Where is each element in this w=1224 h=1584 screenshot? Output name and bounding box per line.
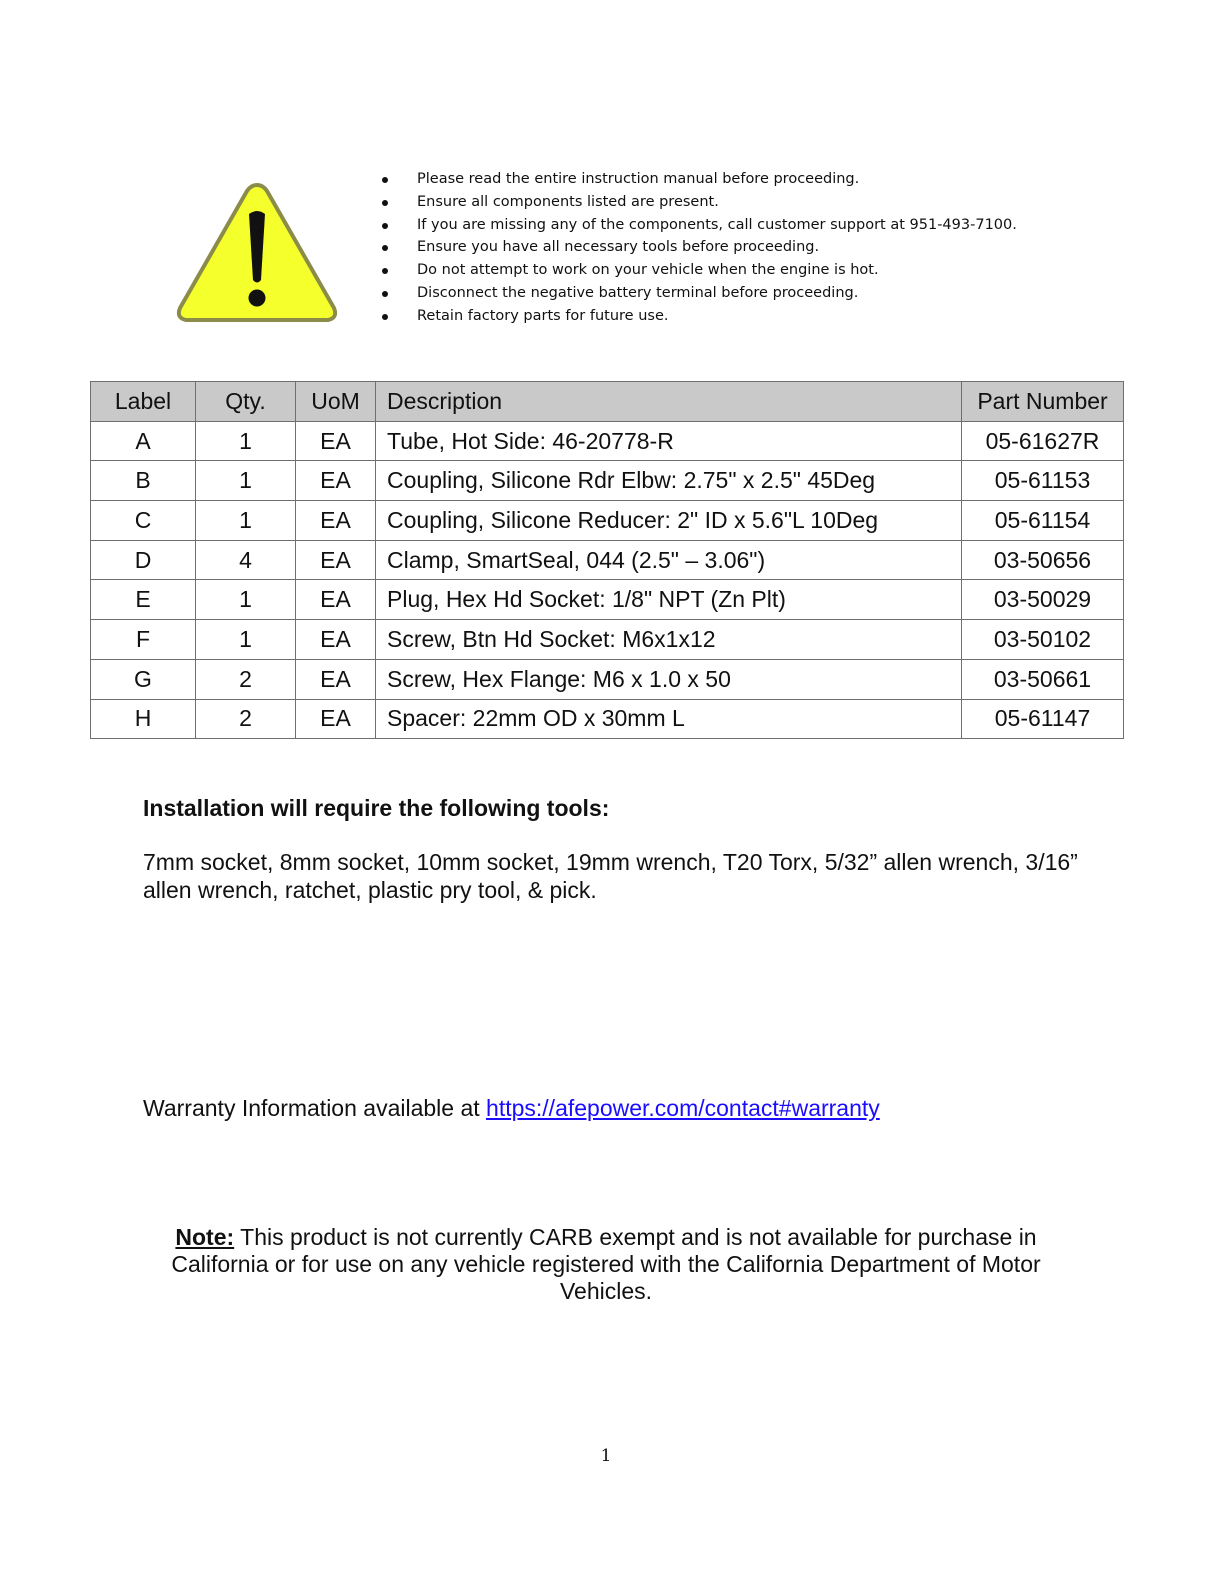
carb-note bbox=[140, 1224, 1072, 1305]
cell-description: Clamp, SmartSeal, 044 (2.5" – 3.06") bbox=[376, 540, 962, 580]
parts-table bbox=[90, 381, 1124, 739]
cell-description: Coupling, Silicone Rdr Elbw: 2.75" x 2.5" 45Deg bbox=[376, 461, 962, 501]
header-description: Description bbox=[376, 382, 962, 422]
cell-description: Tube, Hot Side: 46-20778-R bbox=[376, 421, 962, 461]
cell-uom: EA bbox=[296, 421, 376, 461]
warranty-info bbox=[143, 1095, 880, 1122]
cell-qty: 2 bbox=[196, 659, 296, 699]
cell-part-number: 05-61147 bbox=[962, 699, 1124, 739]
cell-description: Plug, Hex Hd Socket: 1/8" NPT (Zn Plt) bbox=[376, 580, 962, 620]
cell-part-number: 03-50102 bbox=[962, 620, 1124, 660]
warning-item: Ensure you have all necessary tools before proceeding. bbox=[380, 236, 1017, 259]
cell-part-number: 03-50661 bbox=[962, 659, 1124, 699]
cell-qty: 1 bbox=[196, 421, 296, 461]
cell-label: F bbox=[91, 620, 196, 660]
warning-item: Do not attempt to work on your vehicle when the engine is hot. bbox=[380, 259, 1017, 282]
cell-qty: 4 bbox=[196, 540, 296, 580]
header-uom: UoM bbox=[296, 382, 376, 422]
cell-part-number: 03-50029 bbox=[962, 580, 1124, 620]
warning-item: If you are missing any of the components, call customer support at 951-493-7100. bbox=[380, 214, 1017, 237]
cell-uom: EA bbox=[296, 699, 376, 739]
warning-item: Retain factory parts for future use. bbox=[380, 305, 1017, 328]
table-row bbox=[91, 540, 1124, 580]
table-row bbox=[91, 659, 1124, 699]
cell-label: A bbox=[91, 421, 196, 461]
warning-item: Ensure all components listed are present. bbox=[380, 191, 1017, 214]
warning-item: Please read the entire instruction manual before proceeding. bbox=[380, 168, 1017, 191]
note-text: This product is not currently CARB exempt and is not available for purchase in California or for use on any vehicle registered with the California Department of Motor Vehicles. bbox=[171, 1224, 1041, 1304]
warranty-text: Warranty Information available at bbox=[143, 1095, 487, 1121]
cell-uom: EA bbox=[296, 540, 376, 580]
cell-label: H bbox=[91, 699, 196, 739]
cell-uom: EA bbox=[296, 501, 376, 541]
cell-description: Spacer: 22mm OD x 30mm L bbox=[376, 699, 962, 739]
cell-part-number: 05-61627R bbox=[962, 421, 1124, 461]
header-part-number: Part Number bbox=[962, 382, 1124, 422]
cell-description: Screw, Btn Hd Socket: M6x1x12 bbox=[376, 620, 962, 660]
cell-label: D bbox=[91, 540, 196, 580]
cell-part-number: 05-61153 bbox=[962, 461, 1124, 501]
cell-qty: 1 bbox=[196, 501, 296, 541]
cell-qty: 1 bbox=[196, 620, 296, 660]
cell-label: E bbox=[91, 580, 196, 620]
table-row bbox=[91, 501, 1124, 541]
tools-heading: Installation will require the following tools: bbox=[143, 795, 610, 821]
cell-uom: EA bbox=[296, 620, 376, 660]
cell-uom: EA bbox=[296, 461, 376, 501]
warning-list bbox=[380, 168, 1017, 328]
warning-item: Disconnect the negative battery terminal before proceeding. bbox=[380, 282, 1017, 305]
table-row bbox=[91, 461, 1124, 501]
cell-qty: 1 bbox=[196, 580, 296, 620]
page-number: 1 bbox=[600, 1446, 612, 1466]
cell-uom: EA bbox=[296, 580, 376, 620]
table-row bbox=[91, 421, 1124, 461]
header-qty: Qty. bbox=[196, 382, 296, 422]
cell-part-number: 03-50656 bbox=[962, 540, 1124, 580]
cell-part-number: 05-61154 bbox=[962, 501, 1124, 541]
cell-label: B bbox=[91, 461, 196, 501]
cell-description: Screw, Hex Flange: M6 x 1.0 x 50 bbox=[376, 659, 962, 699]
cell-qty: 2 bbox=[196, 699, 296, 739]
table-header-row bbox=[91, 382, 1124, 422]
warning-triangle-icon bbox=[174, 180, 340, 326]
warranty-link[interactable]: https://afepower.com/contact#warranty bbox=[486, 1095, 880, 1121]
cell-label: C bbox=[91, 501, 196, 541]
cell-label: G bbox=[91, 659, 196, 699]
cell-qty: 1 bbox=[196, 461, 296, 501]
cell-uom: EA bbox=[296, 659, 376, 699]
cell-description: Coupling, Silicone Reducer: 2" ID x 5.6"L 10Deg bbox=[376, 501, 962, 541]
note-label: Note: bbox=[175, 1224, 235, 1250]
table-row bbox=[91, 699, 1124, 739]
table-row bbox=[91, 580, 1124, 620]
table-row bbox=[91, 620, 1124, 660]
tools-list-text: 7mm socket, 8mm socket, 10mm socket, 19mm wrench, T20 Torx, 5/32” allen wrench, 3/16” allen wrench, ratchet, plastic pry tool, & pick. bbox=[143, 849, 1078, 903]
header-label: Label bbox=[91, 382, 196, 422]
